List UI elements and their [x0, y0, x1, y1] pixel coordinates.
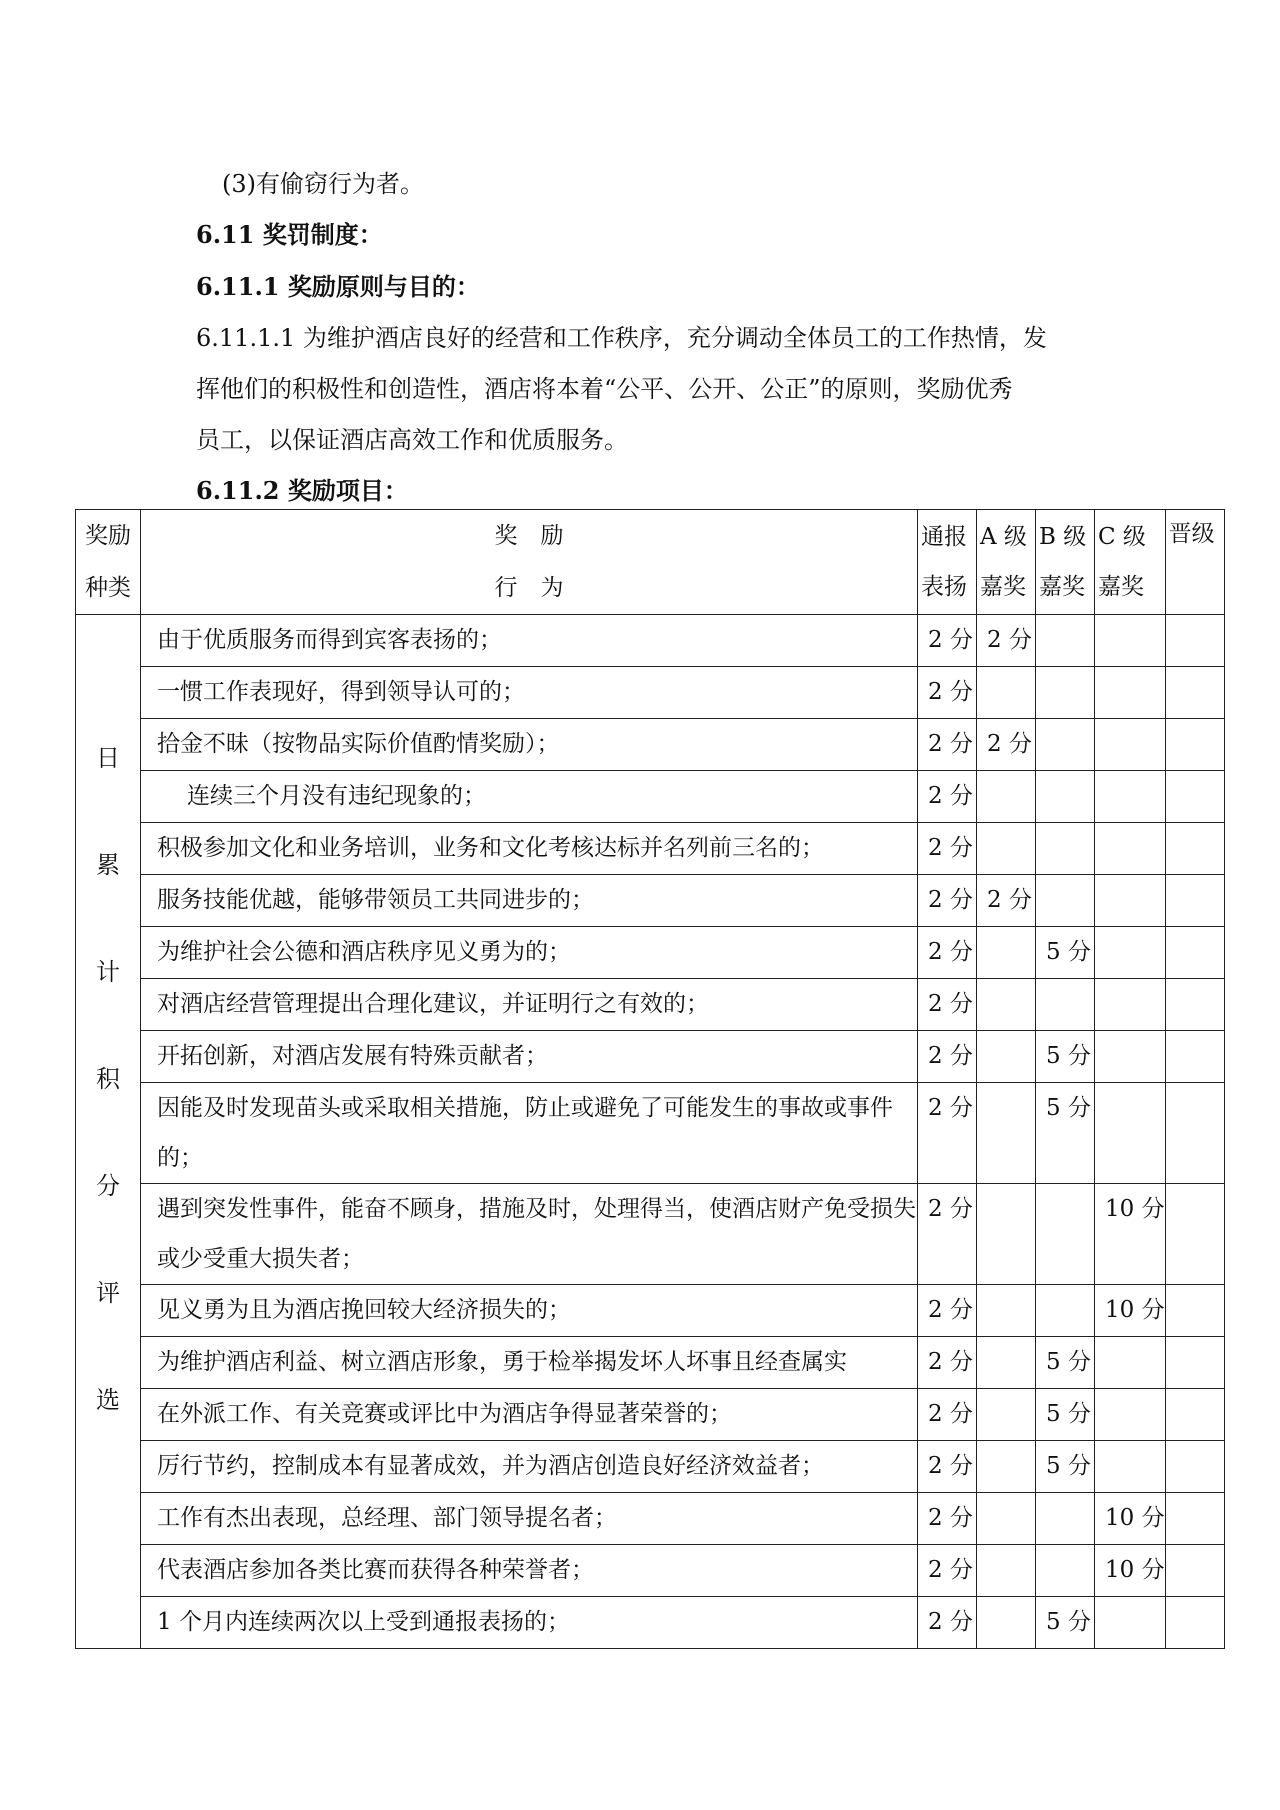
behavior-cell: 由于优质服务而得到宾客表扬的； [141, 615, 918, 667]
notice-score: 2 分 [918, 1389, 977, 1441]
a-level-score [977, 927, 1036, 979]
c-level-score [1095, 1389, 1166, 1441]
a-level-score [977, 1285, 1036, 1337]
promotion-score [1165, 1184, 1224, 1285]
notice-score: 2 分 [918, 1441, 977, 1493]
notice-score: 2 分 [918, 1337, 977, 1389]
behavior-cell: 拾金不昧（按物品实际价值酌情奖励）； [141, 719, 918, 771]
table-row [76, 615, 1225, 667]
header-promotion: 晋级 [1165, 510, 1224, 615]
b-level-score [1036, 1493, 1095, 1545]
promotion-score [1165, 1493, 1224, 1545]
table-row [76, 1031, 1225, 1083]
table-row [76, 1389, 1225, 1441]
behavior-cell: 见义勇为且为酒店挽回较大经济损失的； [141, 1285, 918, 1337]
behavior-cell: 积极参加文化和业务培训，业务和文化考核达标并名列前三名的； [141, 823, 918, 875]
notice-score: 2 分 [918, 1184, 977, 1285]
category-char: 分 [96, 1172, 120, 1200]
notice-score: 2 分 [918, 823, 977, 875]
promotion-score [1165, 927, 1224, 979]
item-3-text: (3)有偷窃行为者。 [222, 170, 424, 198]
table-row [76, 1441, 1225, 1493]
c-level-score [1095, 1031, 1166, 1083]
paragraph-line-2: 挥他们的积极性和创造性，酒店将本着“公平、公开、公正”的原则，奖励优秀 [196, 375, 1013, 403]
notice-score: 2 分 [918, 1493, 977, 1545]
b-level-score [1036, 615, 1095, 667]
c-level-score [1095, 1083, 1166, 1184]
behavior-cell: 一惯工作表现好，得到领导认可的； [141, 667, 918, 719]
c-level-score [1095, 979, 1166, 1031]
category-char: 积 [96, 1065, 120, 1093]
behavior-cell: 服务技能优越，能够带领员工共同进步的； [141, 875, 918, 927]
a-level-score: 2 分 [977, 875, 1036, 927]
a-level-score [977, 1031, 1036, 1083]
promotion-score [1165, 615, 1224, 667]
notice-score: 2 分 [918, 615, 977, 667]
promotion-score [1165, 1597, 1224, 1649]
c-level-score: 10 分 [1095, 1493, 1166, 1545]
category-char: 选 [96, 1386, 120, 1414]
notice-score: 2 分 [918, 1545, 977, 1597]
promotion-score [1165, 875, 1224, 927]
behavior-cell: 连续三个月没有违纪现象的； [141, 771, 918, 823]
c-level-score [1095, 823, 1166, 875]
b-level-score [1036, 719, 1095, 771]
behavior-cell: 开拓创新，对酒店发展有特殊贡献者； [141, 1031, 918, 1083]
notice-score: 2 分 [918, 1083, 977, 1184]
b-level-score: 5 分 [1036, 1389, 1095, 1441]
b-level-score: 5 分 [1036, 1031, 1095, 1083]
table-row [76, 1597, 1225, 1649]
a-level-score [977, 667, 1036, 719]
category-char: 计 [96, 958, 120, 986]
header-notice: 通报 表扬 [918, 510, 977, 615]
promotion-score [1165, 771, 1224, 823]
c-level-score [1095, 927, 1166, 979]
a-level-score [977, 823, 1036, 875]
category-char: 评 [96, 1279, 120, 1307]
behavior-cell: 对酒店经营管理提出合理化建议，并证明行之有效的； [141, 979, 918, 1031]
table-row [76, 823, 1225, 875]
category-char: 日 [96, 744, 120, 772]
behavior-cell: 在外派工作、有关竞赛或评比中为酒店争得显著荣誉的； [141, 1389, 918, 1441]
table-row [76, 875, 1225, 927]
table-row [76, 1545, 1225, 1597]
table-row [76, 1337, 1225, 1389]
notice-score: 2 分 [918, 1597, 977, 1649]
b-level-score: 5 分 [1036, 1083, 1095, 1184]
behavior-cell: 工作有杰出表现，总经理、部门领导提名者； [141, 1493, 918, 1545]
b-level-score: 5 分 [1036, 1337, 1095, 1389]
c-level-score [1095, 1337, 1166, 1389]
notice-score: 2 分 [918, 1285, 977, 1337]
promotion-score [1165, 1031, 1224, 1083]
b-level-score [1036, 1285, 1095, 1337]
c-level-score [1095, 1441, 1166, 1493]
table-row [76, 979, 1225, 1031]
section-title: 6.11 奖罚制度： [196, 220, 383, 249]
header-a-level: A 级 嘉奖 [977, 510, 1036, 615]
a-level-score [977, 1493, 1036, 1545]
behavior-cell: 代表酒店参加各类比赛而获得各种荣誉者； [141, 1545, 918, 1597]
b-level-score [1036, 979, 1095, 1031]
c-level-score [1095, 615, 1166, 667]
a-level-score: 2 分 [977, 719, 1036, 771]
notice-score: 2 分 [918, 1031, 977, 1083]
b-level-score [1036, 1545, 1095, 1597]
c-level-score: 10 分 [1095, 1545, 1166, 1597]
behavior-cell: 为维护酒店利益、树立酒店形象，勇于检举揭发坏人坏事且经查属实 [141, 1337, 918, 1389]
a-level-score: 2 分 [977, 615, 1036, 667]
header-row [76, 510, 1225, 615]
category-cell [76, 615, 141, 1649]
a-level-score [977, 1184, 1036, 1285]
promotion-score [1165, 823, 1224, 875]
table-row [76, 1285, 1225, 1337]
items-title: 6.11.2 奖励项目： [196, 476, 408, 505]
b-level-score [1036, 667, 1095, 719]
promotion-score [1165, 1441, 1224, 1493]
promotion-score [1165, 1389, 1224, 1441]
a-level-score [977, 771, 1036, 823]
table-row [76, 1083, 1225, 1184]
c-level-score: 10 分 [1095, 1184, 1166, 1285]
table-row [76, 771, 1225, 823]
behavior-cell: 为维护社会公德和酒店秩序见义勇为的； [141, 927, 918, 979]
table-row [76, 927, 1225, 979]
b-level-score: 5 分 [1036, 1597, 1095, 1649]
promotion-score [1165, 1545, 1224, 1597]
c-level-score [1095, 1597, 1166, 1649]
a-level-score [977, 1337, 1036, 1389]
c-level-score [1095, 771, 1166, 823]
b-level-score [1036, 823, 1095, 875]
paragraph-line-3: 员工，以保证酒店高效工作和优质服务。 [196, 426, 628, 454]
c-level-score [1095, 719, 1166, 771]
table-row [76, 719, 1225, 771]
promotion-score [1165, 979, 1224, 1031]
a-level-score [977, 1389, 1036, 1441]
notice-score: 2 分 [918, 875, 977, 927]
behavior-cell: 厉行节约，控制成本有显著成效，并为酒店创造良好经济效益者； [141, 1441, 918, 1493]
a-level-score [977, 1441, 1036, 1493]
notice-score: 2 分 [918, 979, 977, 1031]
behavior-cell: 1 个月内连续两次以上受到通报表扬的； [141, 1597, 918, 1649]
table-row [76, 667, 1225, 719]
b-level-score: 5 分 [1036, 927, 1095, 979]
a-level-score [977, 1083, 1036, 1184]
c-level-score: 10 分 [1095, 1285, 1166, 1337]
behavior-cell: 因能及时发现苗头或采取相关措施，防止或避免了可能发生的事故或事件的； [141, 1083, 918, 1184]
a-level-score [977, 1597, 1036, 1649]
notice-score: 2 分 [918, 667, 977, 719]
notice-score: 2 分 [918, 927, 977, 979]
promotion-score [1165, 1285, 1224, 1337]
table-row [76, 1184, 1225, 1285]
a-level-score [977, 1545, 1036, 1597]
promotion-score [1165, 719, 1224, 771]
behavior-cell: 遇到突发性事件，能奋不顾身，措施及时，处理得当，使酒店财产免受损失或少受重大损失者； [141, 1184, 918, 1285]
b-level-score [1036, 771, 1095, 823]
header-c-level: C 级 嘉奖 [1095, 510, 1166, 615]
c-level-score [1095, 875, 1166, 927]
b-level-score [1036, 875, 1095, 927]
paragraph-line-1: 6.11.1.1 为维护酒店良好的经营和工作秩序，充分调动全体员工的工作热情，发 [196, 324, 1047, 352]
header-behavior: 奖 励 行 为 [141, 510, 918, 615]
header-b-level: B 级 嘉奖 [1036, 510, 1095, 615]
b-level-score: 5 分 [1036, 1441, 1095, 1493]
promotion-score [1165, 1337, 1224, 1389]
notice-score: 2 分 [918, 771, 977, 823]
table-row [76, 1493, 1225, 1545]
notice-score: 2 分 [918, 719, 977, 771]
promotion-score [1165, 1083, 1224, 1184]
a-level-score [977, 979, 1036, 1031]
b-level-score [1036, 1184, 1095, 1285]
promotion-score [1165, 667, 1224, 719]
subsection-title: 6.11.1 奖励原则与目的： [196, 272, 480, 301]
c-level-score [1095, 667, 1166, 719]
category-char: 累 [96, 851, 120, 879]
header-category: 奖励 种类 [76, 510, 141, 615]
reward-table [75, 509, 1225, 1649]
